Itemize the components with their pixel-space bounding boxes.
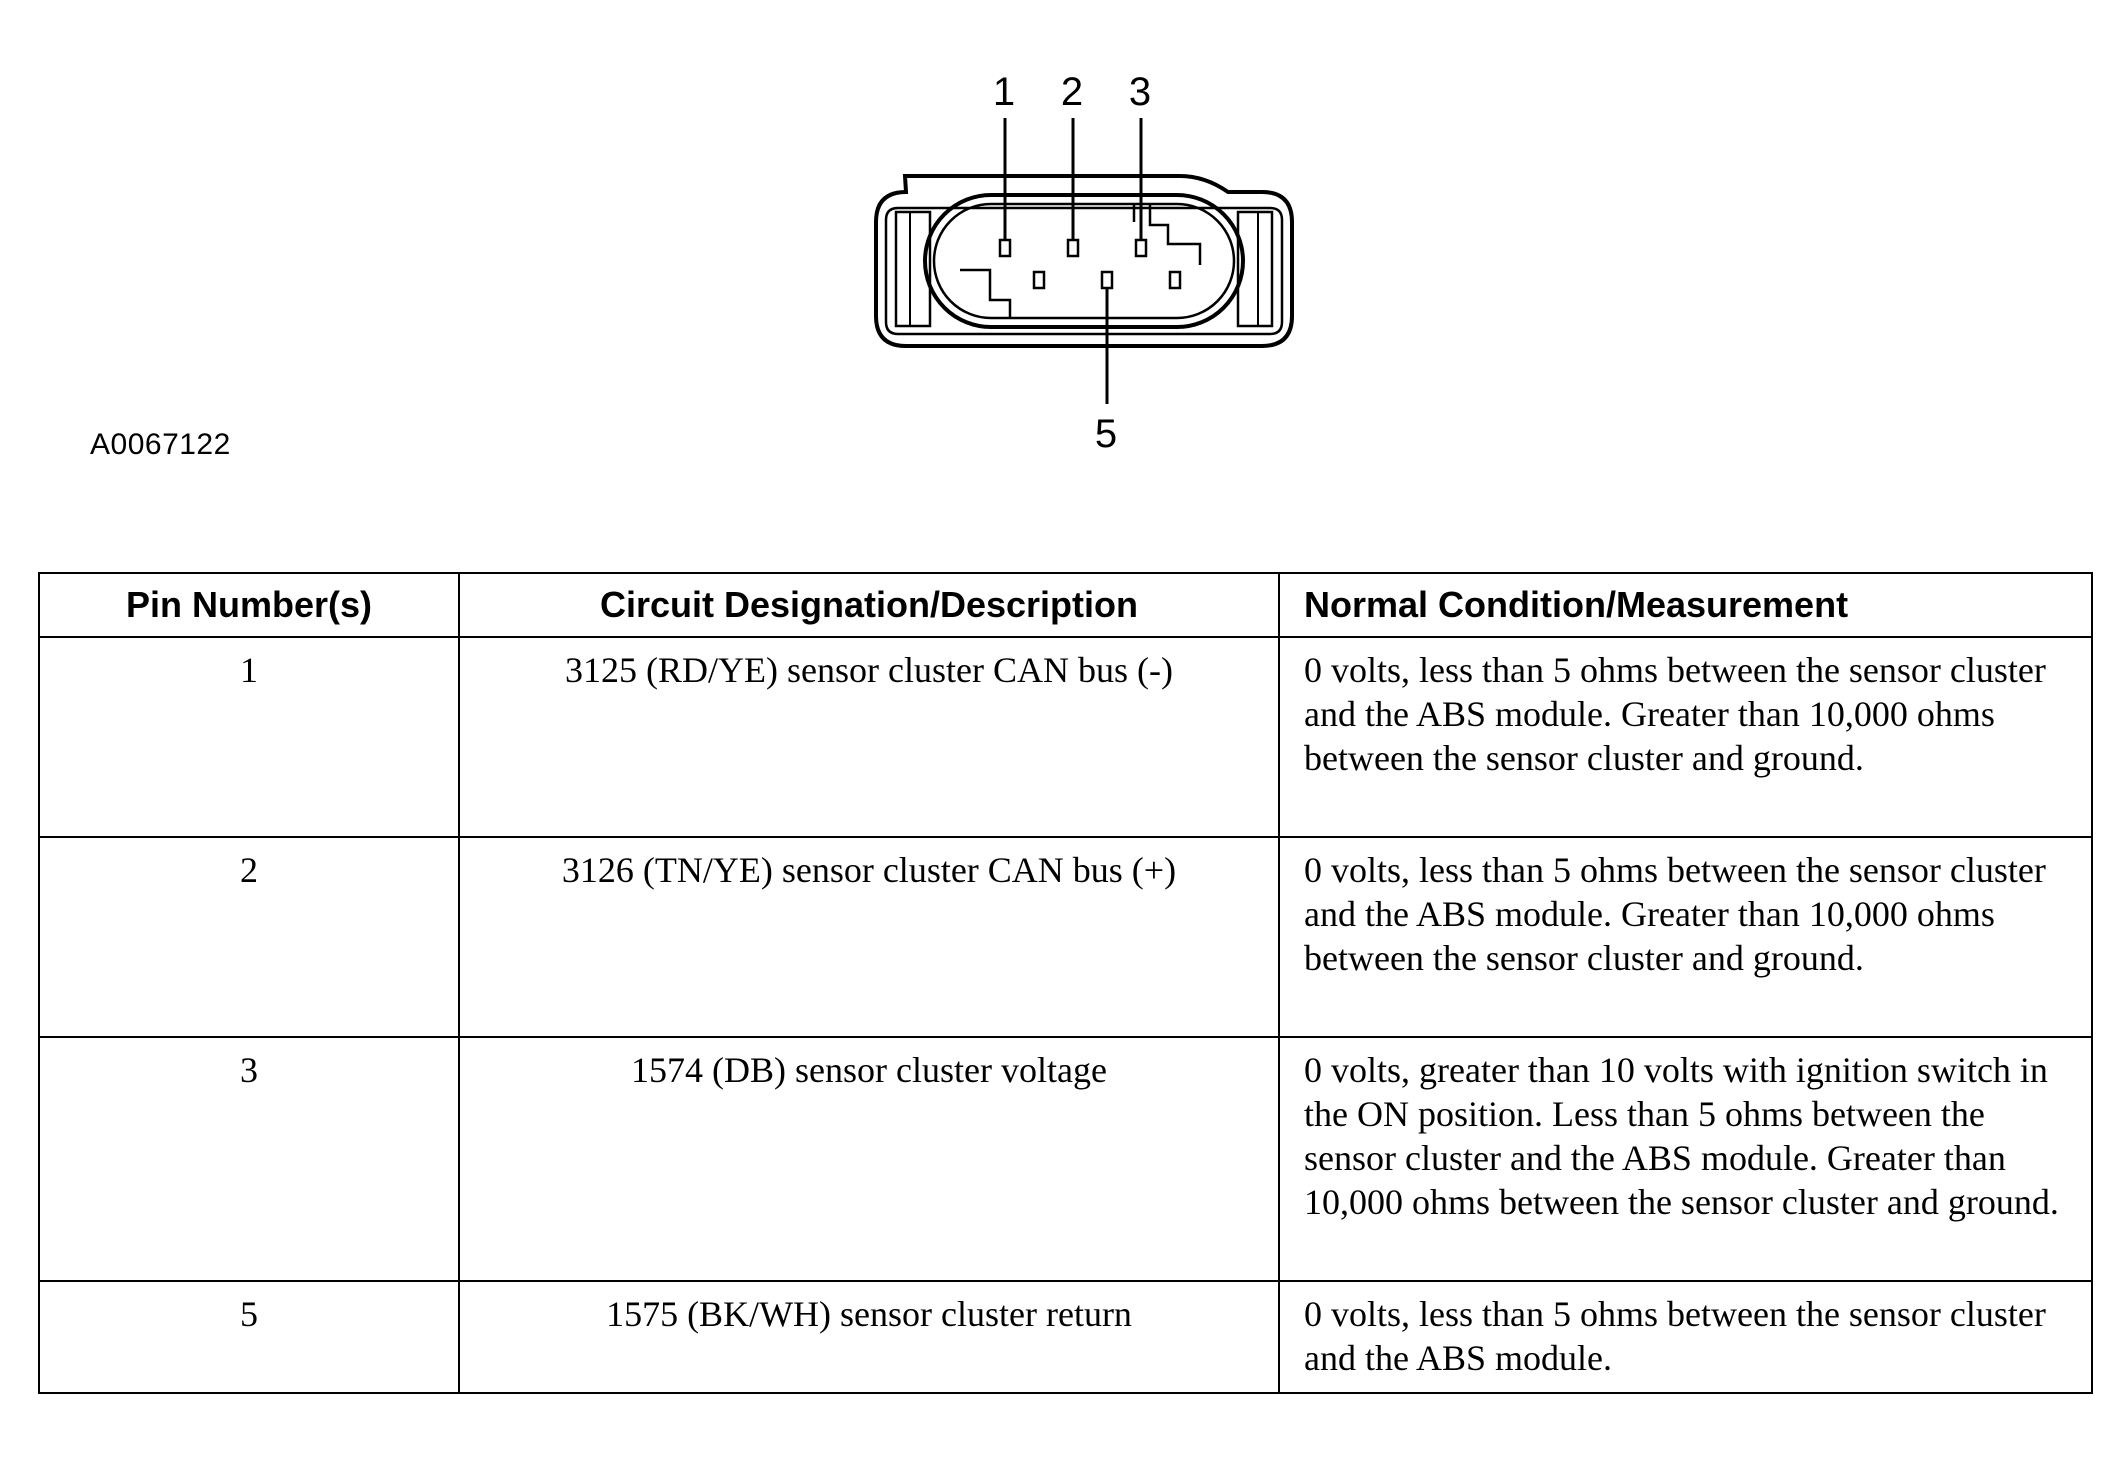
pin-terminal-6 bbox=[1170, 272, 1180, 288]
header-pin: Pin Number(s) bbox=[39, 573, 459, 637]
cell-measurement: 0 volts, less than 5 ohms between the sensor cluster and the ABS module. bbox=[1279, 1281, 2092, 1393]
table-row bbox=[39, 837, 2092, 1037]
pin-label-5: 5 bbox=[1094, 412, 1118, 456]
cell-pin: 5 bbox=[39, 1281, 459, 1393]
pin-label-1: 1 bbox=[992, 70, 1016, 114]
cell-circuit: 3125 (RD/YE) sensor cluster CAN bus (-) bbox=[459, 637, 1279, 837]
figure-id: A0067122 bbox=[90, 428, 231, 461]
connector-figure bbox=[0, 0, 2118, 500]
table-row bbox=[39, 637, 2092, 837]
cell-measurement: 0 volts, less than 5 ohms between the sensor cluster and the ABS module. Greater than 10,000 ohms between the sensor cluster and ground. bbox=[1279, 837, 2092, 1037]
cell-measurement: 0 volts, less than 5 ohms between the sensor cluster and the ABS module. Greater than 10,000 ohms between the sensor cluster and ground. bbox=[1279, 637, 2092, 837]
cell-pin: 1 bbox=[39, 637, 459, 837]
table-row bbox=[39, 1037, 2092, 1281]
cell-pin: 3 bbox=[39, 1037, 459, 1281]
pin-terminal-4 bbox=[1034, 272, 1044, 288]
cell-pin: 2 bbox=[39, 837, 459, 1037]
pin-terminal-3 bbox=[1136, 240, 1146, 256]
pin-terminal-2 bbox=[1068, 240, 1078, 256]
pin-terminal-5 bbox=[1102, 272, 1112, 288]
cell-measurement: 0 volts, greater than 10 volts with ignition switch in the ON position. Less than 5 ohms between the sensor cluster and the ABS module. Greater than 10,000 ohms between the sensor cluster and ground. bbox=[1279, 1037, 2092, 1281]
table-row bbox=[39, 1281, 2092, 1393]
cell-circuit: 1575 (BK/WH) sensor cluster return bbox=[459, 1281, 1279, 1393]
pin-table bbox=[38, 572, 2093, 1394]
cell-circuit: 3126 (TN/YE) sensor cluster CAN bus (+) bbox=[459, 837, 1279, 1037]
pin-label-2: 2 bbox=[1060, 70, 1084, 114]
header-circuit: Circuit Designation/Description bbox=[459, 573, 1279, 637]
pin-label-3: 3 bbox=[1128, 70, 1152, 114]
pin-terminal-1 bbox=[1000, 240, 1010, 256]
table-header-row bbox=[39, 573, 2092, 637]
header-measurement: Normal Condition/Measurement bbox=[1279, 573, 2092, 637]
cell-circuit: 1574 (DB) sensor cluster voltage bbox=[459, 1037, 1279, 1281]
